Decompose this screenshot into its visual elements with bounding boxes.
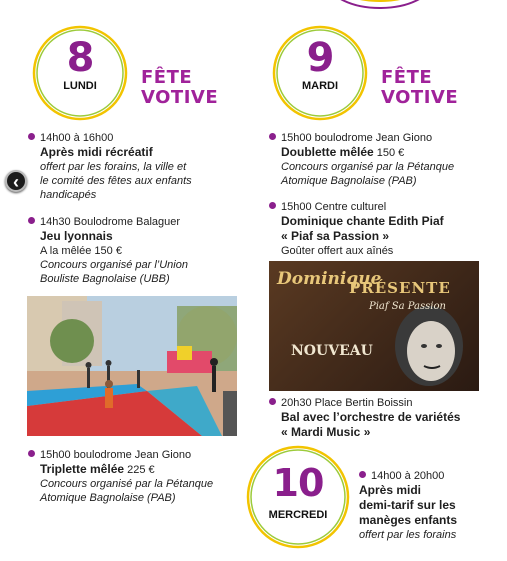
poster-show-title: Piaf Sa Passion <box>369 301 446 312</box>
event-desc: offert par les forains, la ville et <box>40 161 187 173</box>
day-number: 9 <box>306 35 334 81</box>
event-desc: A la mêlée 150 € <box>40 245 122 257</box>
event-desc: Concours organisé par l’Union <box>40 259 188 271</box>
day-10-badge <box>244 443 352 551</box>
event-mardi-bal <box>269 396 494 440</box>
event-time: 15h00 boulodrome Jean Giono <box>40 449 192 461</box>
day-number: 8 <box>66 35 94 81</box>
fete-word: FÊTE <box>381 67 433 88</box>
event-desc: handicapés <box>40 189 97 201</box>
poster-presente: PRÉSENTE <box>349 279 451 297</box>
bullet-icon <box>269 398 276 405</box>
top-ring-decoration <box>320 0 440 16</box>
poster-nouveau: NOUVEAU <box>291 343 373 359</box>
event-title: Triplette mêlée <box>40 462 125 476</box>
bullet-icon <box>28 133 35 140</box>
event-title: manèges enfants <box>359 513 458 527</box>
event-title: demi-tarif sur les <box>359 498 456 512</box>
bullet-icon <box>359 471 366 478</box>
event-title: Après midi <box>359 483 422 497</box>
event-time: 20h30 Place Bertin Boissin <box>281 397 413 409</box>
event-lundi-jeu-lyonnais <box>28 215 218 286</box>
event-desc: le comité des fêtes aux enfants <box>40 175 192 187</box>
event-amount: 150 € <box>373 147 405 159</box>
piaf-poster <box>269 261 479 391</box>
event-lundi-triplette <box>28 448 248 505</box>
votive-word: VOTIVE <box>381 87 459 108</box>
event-time: 14h00 à 20h00 <box>371 470 445 482</box>
event-time: 15h00 boulodrome Jean Giono <box>281 132 433 144</box>
day-name: LUNDI <box>63 80 97 92</box>
event-desc: Atomique Bagnolaise (PAB) <box>281 175 417 187</box>
event-desc: offert par les forains <box>359 529 457 541</box>
event-subtitle: « Piaf sa Passion » <box>281 229 390 243</box>
event-lundi-recreatif <box>28 131 218 202</box>
event-mercredi-manege <box>359 469 504 542</box>
bullet-icon <box>269 133 276 140</box>
chevron-left-icon: ‹ <box>13 172 19 192</box>
event-desc: Concours organisé par la Pétanque <box>281 161 455 173</box>
event-time: 15h00 Centre culturel <box>281 201 387 213</box>
day-8-badge <box>26 23 134 123</box>
bullet-icon <box>28 217 35 224</box>
fete-votive-heading <box>141 68 218 108</box>
previous-page-button[interactable] <box>5 170 27 192</box>
day-name: MERCREDI <box>268 509 328 521</box>
fete-word: FÊTE <box>141 67 193 88</box>
event-desc: Goûter offert aux aînés <box>281 245 394 257</box>
bullet-icon <box>28 450 35 457</box>
petanque-photo <box>27 296 237 436</box>
poster-name: Dominique <box>277 269 382 289</box>
day-9-badge <box>266 23 374 123</box>
event-title: Jeu lyonnais <box>40 229 113 243</box>
bullet-icon <box>269 202 276 209</box>
event-time: 14h30 Boulodrome Balaguer <box>40 216 181 228</box>
event-title: Après midi récréatif <box>40 145 153 159</box>
event-title: Doublette mêlée <box>281 145 374 159</box>
event-desc: Concours organisé par la Pétanque <box>40 478 214 490</box>
day-number: 10 <box>272 461 324 505</box>
event-title: Bal avec l’orchestre de variétés <box>281 410 461 424</box>
day-name: MARDI <box>301 80 339 92</box>
event-title: Dominique chante Edith Piaf <box>281 214 444 228</box>
fete-votive-heading <box>381 68 458 108</box>
event-desc: Bouliste Bagnolaise (UBB) <box>40 273 170 285</box>
event-mardi-piaf <box>269 200 494 258</box>
event-mardi-doublette <box>269 131 484 188</box>
event-amount: 225 € <box>124 464 155 476</box>
event-desc: Atomique Bagnolaise (PAB) <box>40 492 176 504</box>
event-subtitle: « Mardi Music » <box>281 425 371 439</box>
event-time: 14h00 à 16h00 <box>40 132 114 144</box>
votive-word: VOTIVE <box>141 87 219 108</box>
